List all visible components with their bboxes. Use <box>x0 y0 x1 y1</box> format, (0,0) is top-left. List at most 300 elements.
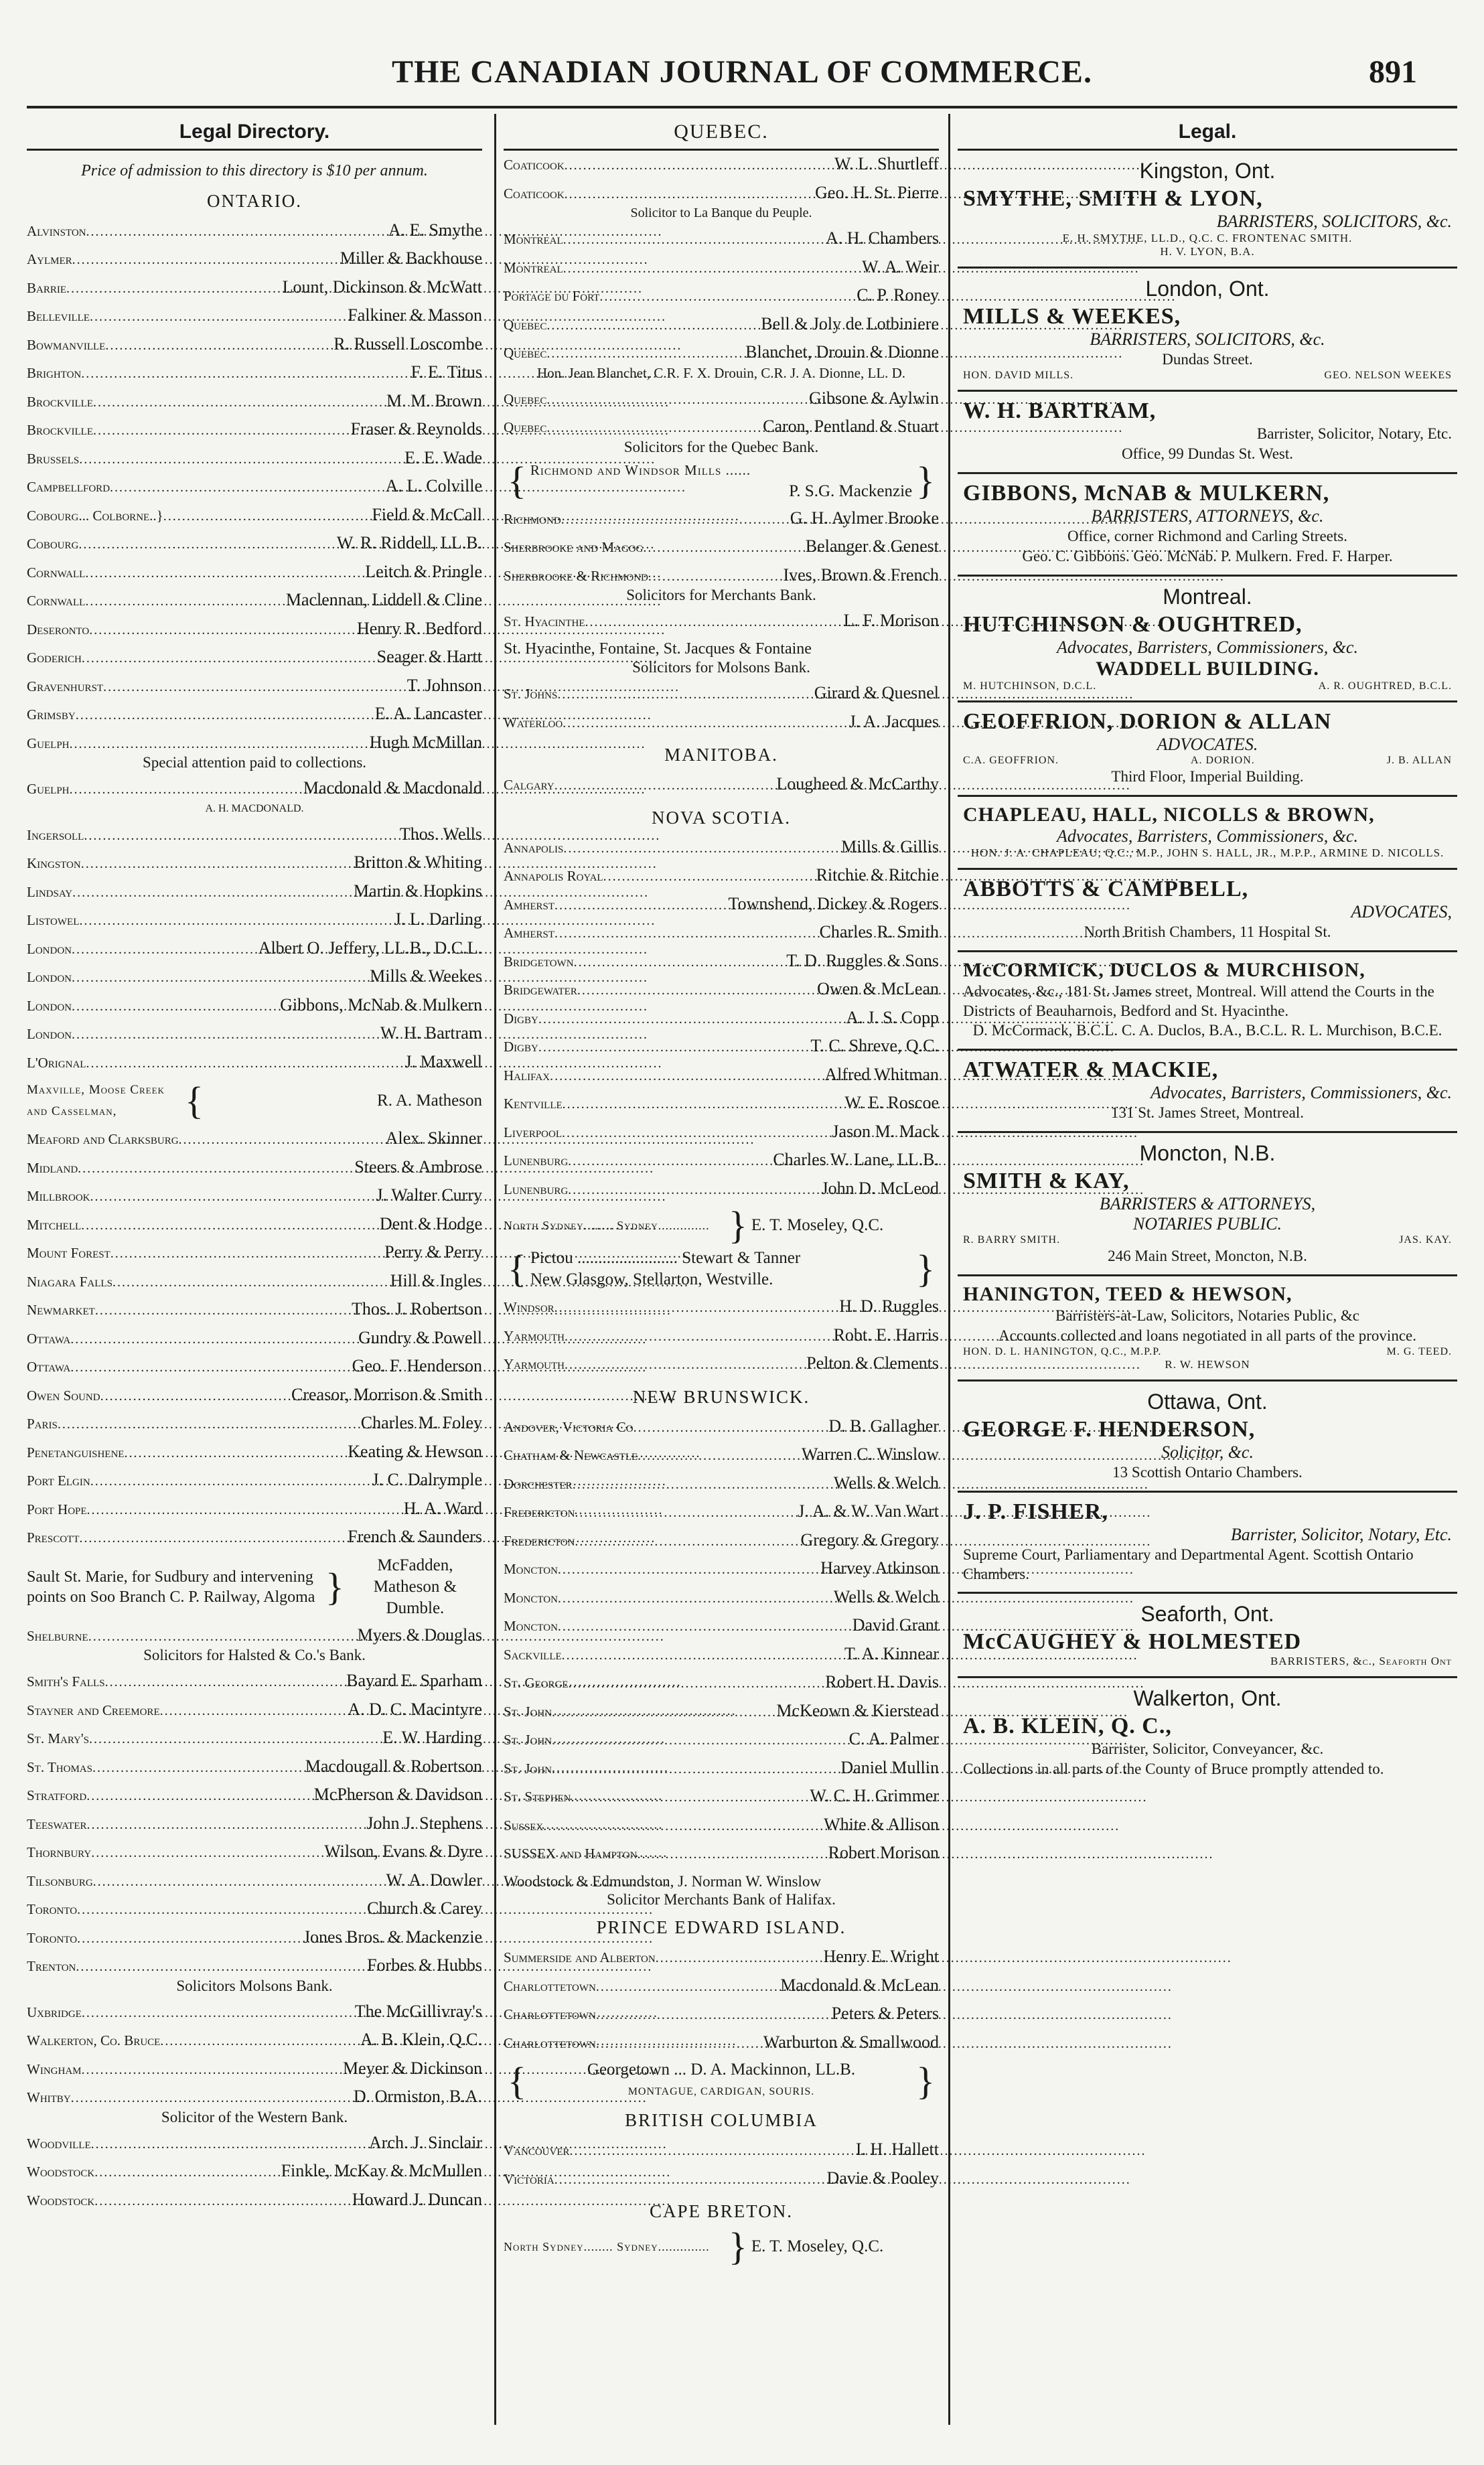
entry-firm: Fraser & Reynolds <box>350 419 482 439</box>
card-bartram <box>958 392 1457 474</box>
entry-town: Sherbrooke and Magog <box>504 539 644 555</box>
entry-town: St. John <box>504 1703 552 1720</box>
entry-town: Bridgewater <box>504 982 577 998</box>
entry-firm: F. E. Titus <box>411 362 482 382</box>
leader-dots <box>603 864 816 891</box>
leader-dots <box>552 1757 840 1783</box>
directory-entry <box>27 935 482 964</box>
leader-dots <box>552 1728 849 1754</box>
leader-dots <box>570 2138 856 2165</box>
firm-role: Barrister, Solicitor, Notary, Etc. <box>1230 1525 1452 1544</box>
directory-entry <box>504 1726 939 1754</box>
leader-dots <box>558 1586 834 1613</box>
entry-firm: Falkiner & Masson <box>348 305 482 325</box>
directory-entry <box>504 151 939 179</box>
entry-firm: White & Allison <box>824 1814 939 1834</box>
entry-town: Brussels <box>27 450 80 467</box>
leader-dots <box>546 387 809 414</box>
directory-entry <box>504 533 939 562</box>
leader-dots <box>160 2028 360 2055</box>
entry-town: Quebec <box>504 345 547 361</box>
directory-entry <box>27 445 482 473</box>
leader-dots <box>543 1813 824 1840</box>
firm-name: ABBOTTS & CAMPBELL, <box>963 877 1249 901</box>
leader-dots <box>77 1926 303 1953</box>
entry-firm: Bayard E. Sparham <box>346 1671 482 1691</box>
firm-address: Office, 99 Dundas St. West. <box>1121 445 1294 462</box>
leader-dots <box>85 589 286 615</box>
directory-note: Solicitor of the Western Bank. <box>161 2108 348 2125</box>
directory-entry <box>504 1470 939 1499</box>
entry-town: Cornwall <box>27 564 86 581</box>
entry-firm: Macdonald & McLean <box>780 1975 939 1995</box>
entry-firm: Harvey Atkinson <box>820 1558 939 1578</box>
directory-entry <box>27 2130 482 2158</box>
firm-members <box>963 680 1452 692</box>
directory-entry <box>504 1090 939 1118</box>
entry-firm: J. C. Dalrymple <box>372 1470 482 1490</box>
firm-address: 246 Main Street, Moncton, N.B. <box>1108 1248 1307 1264</box>
directory-entry <box>27 1410 482 1438</box>
directory-entry <box>27 963 482 992</box>
leader-dots <box>87 1497 404 1524</box>
entry-firm: Maclennan, Liddell & Cline <box>285 590 482 610</box>
directory-note: Hon. Jean Blanchet, C.R. F. X. Drouin, C.R. J. A. Dionne, LL. D. <box>536 364 906 381</box>
entry-firm: A. E. Smythe <box>388 220 482 240</box>
leader-dots <box>538 1006 846 1033</box>
entry-firm: McPherson & Davidson <box>313 1785 482 1805</box>
entry-firm: Belanger & Genest <box>805 536 939 556</box>
entry-firm: J. Maxwell <box>404 1051 482 1071</box>
entry-town: St. John <box>504 1760 552 1777</box>
entry-town: St. Mary's <box>27 1730 89 1747</box>
directory-entry <box>27 1724 482 1753</box>
directory-entry <box>504 1584 939 1613</box>
directory-entry <box>504 1811 939 1840</box>
leader-dots <box>124 1440 348 1467</box>
entry-firm: Robert Morison <box>828 1843 939 1862</box>
entry-firm: A. B. Klein, Q.C. <box>360 2030 482 2050</box>
manitoba-list <box>504 771 939 800</box>
leader-dots <box>85 561 365 587</box>
entry-firm: Robt. E. Harris <box>833 1325 939 1345</box>
entry-firm: W. R. Riddell, LL.B. <box>336 533 482 553</box>
entry-town: Deseronto <box>27 621 90 638</box>
member-name: A. DORION. <box>1191 755 1255 766</box>
entry-town: Walkerton, Co. Bruce <box>27 2032 161 2049</box>
entry-town: Halifax <box>504 1067 550 1084</box>
firm-name: J. P. FISHER, <box>963 1499 1108 1524</box>
entry-firm: Field & McCall <box>372 504 482 524</box>
directory-note: Solicitors for Merchants Bank. <box>626 587 816 603</box>
directory-entry <box>27 1049 482 1077</box>
entry-town: SUSSEX and Hampton <box>504 1846 638 1862</box>
entry-town: Millbrook <box>27 1188 90 1205</box>
entry-firm: Robert H. Davis <box>825 1672 939 1692</box>
directory-entry <box>27 1838 482 1867</box>
directory-entry <box>27 1239 482 1268</box>
entry-town: Thornbury <box>27 1844 92 1861</box>
directory-entry <box>27 849 482 878</box>
directory-entry <box>27 2055 482 2084</box>
entry-firm: Finkle, McKay & McMullen <box>281 2161 482 2181</box>
leader-dots <box>72 994 280 1021</box>
entry-firm: A. H. Chambers <box>826 228 939 248</box>
entry-firm: Geo. H. St. Pierre <box>815 182 939 202</box>
entry-town: Ottawa <box>27 1359 71 1375</box>
entry-firm: John J. Stephens <box>366 1813 482 1833</box>
card-abbotts <box>958 870 1457 952</box>
entry-town: St. John <box>504 1732 552 1748</box>
entry-town: Woodstock <box>27 2192 95 2209</box>
card-klein <box>958 1678 1457 1787</box>
leader-dots <box>91 2132 369 2158</box>
leader-dots <box>163 504 372 530</box>
firm-name: ATWATER & MACKIE, <box>963 1057 1219 1082</box>
entry-town: Yarmouth <box>504 1327 565 1344</box>
leader-dots <box>78 1156 354 1183</box>
directory-entry <box>27 672 482 701</box>
nova-scotia-list <box>504 834 939 1204</box>
entry-firm: W. H. Bartram <box>380 1023 482 1043</box>
ontario-list <box>27 2130 482 2215</box>
entry-firm: A. J. S. Copp <box>846 1007 939 1027</box>
directory-entry <box>504 2029 939 2058</box>
entry-town: Bowmanville <box>27 336 106 353</box>
leader-dots <box>557 682 814 708</box>
directory-entry: St. Hyacinthe, Fontaine, St. Jacques & Fontaine <box>504 640 812 658</box>
leader-dots <box>573 1472 834 1499</box>
entry-line: MONTAGUE, CARDIGAN, SOURIS. <box>627 2086 815 2097</box>
card-geoffrion <box>958 702 1457 797</box>
leader-dots <box>93 418 351 445</box>
card-hanington <box>958 1276 1457 1381</box>
leader-dots <box>84 823 400 850</box>
firm-role: ADVOCATES, <box>1351 902 1452 921</box>
section-ontario: ONTARIO. <box>206 190 303 211</box>
city-heading: London, Ont. <box>1145 277 1270 301</box>
entry-town: North Sydney........ Sydney.............. <box>504 2240 710 2253</box>
entry-firm: Wilson, Evans & Dyre <box>324 1842 482 1862</box>
entry-firm: E. E. Wade <box>404 447 482 467</box>
entry-firm: T. C. Shreve, Q.C. <box>810 1036 939 1055</box>
leader-dots <box>554 921 820 948</box>
leader-dots <box>81 851 354 878</box>
entry-town: Tilsonburg <box>27 1872 93 1889</box>
entry-town: Annapolis <box>504 839 564 856</box>
entry-line: New Glasgow, Stellarton, Westville. <box>530 1270 773 1288</box>
pei-list <box>504 1943 939 2057</box>
entry-town: Cobourg <box>27 536 79 552</box>
entry-firm: J. Walter Curry <box>376 1185 482 1205</box>
entry-firm: David Grant <box>852 1615 939 1635</box>
entry-town: Belleville <box>27 308 90 325</box>
brace-glyph: } <box>916 1247 935 1290</box>
leader-dots <box>554 1295 840 1322</box>
entry-firm: Lougheed & McCarthy <box>776 774 939 794</box>
entry-firm: Meyer & Dickinson <box>343 2058 482 2078</box>
directory-entry <box>27 530 482 558</box>
entry-firm: Alfred Whitman <box>824 1064 939 1084</box>
leader-dots <box>91 1840 324 1867</box>
entry-firm: Albert O. Jeffery, LL.B., D.C.L. <box>258 938 482 958</box>
member-name: JAS. KAY. <box>1399 1234 1452 1246</box>
entry-town: Newmarket <box>27 1302 95 1319</box>
leader-dots <box>89 617 357 644</box>
leader-dots <box>86 219 388 246</box>
entry-town: Sherbrooke & Richmond <box>504 567 648 584</box>
entry-town: Charlottetown <box>504 2006 596 2022</box>
directory-entry <box>27 1125 482 1154</box>
entry-town: Charlottetown <box>504 2034 596 2051</box>
directory-entry <box>504 1972 939 2001</box>
entry-firm: L. F. Morison <box>843 611 939 630</box>
leader-dots <box>569 1671 826 1698</box>
entry-firm: Thos. Wells <box>399 824 482 844</box>
leader-dots <box>571 1785 810 1811</box>
firm-members <box>963 370 1452 382</box>
entry-firm: Hill & Ingles <box>390 1270 482 1290</box>
entry-firm: W. E. Roscoe <box>844 1093 939 1112</box>
entry-town: Yarmouth <box>504 1356 565 1372</box>
brace-glyph: } <box>325 1564 344 1609</box>
leader-dots <box>563 836 841 863</box>
firm-role: BARRISTERS & ATTORNEYS, <box>1099 1194 1316 1213</box>
leader-dots <box>93 1869 386 1896</box>
directory-entry <box>504 282 939 311</box>
entry-firm: Wells & Welch <box>833 1586 939 1607</box>
entry-town: Montreal <box>504 231 563 247</box>
directory-entry <box>504 225 939 254</box>
leader-dots <box>565 1352 806 1379</box>
entry-town: Digby <box>504 1039 538 1055</box>
entry-town: Woodville <box>27 2135 91 2152</box>
entry-firm: W. A. Dowler <box>386 1870 482 1890</box>
firm-address: 131 St. James Street, Montreal. <box>1110 1104 1305 1121</box>
firm-details: Collections in all parts of the County of Bruce promptly attended to. <box>963 1761 1384 1777</box>
entry-firm: Creasor, Morrison & Smith <box>291 1384 482 1404</box>
leader-dots <box>596 2002 832 2029</box>
leader-dots <box>563 1092 845 1118</box>
leader-dots <box>79 1525 348 1552</box>
entry-firm: T. A. Kinnear <box>844 1643 939 1663</box>
leader-dots <box>87 1812 367 1839</box>
directory-entry <box>27 1895 482 1924</box>
entry-town: London <box>27 940 72 957</box>
directory-entry <box>27 1810 482 1839</box>
firm-members: Geo. C. Gibbons. Geo. McNab. P. Mulkern. Fred. F. Harper. <box>1022 548 1393 565</box>
leader-dots <box>637 1842 828 1868</box>
leader-dots <box>92 1755 305 1782</box>
directory-entry <box>504 2136 939 2165</box>
city-heading: Moncton, N.B. <box>1139 1141 1276 1165</box>
directory-note: Solicitors for Molsons Bank. <box>632 659 810 676</box>
entry-town: London <box>27 1026 72 1043</box>
firm-name: McCORMICK, DUCLOS & MURCHISON, <box>963 959 1365 981</box>
directory-entry <box>27 1353 482 1381</box>
directory-entry <box>504 1350 939 1379</box>
entry-town: Cobourg... Colborne..} <box>27 507 163 524</box>
leader-dots <box>552 1700 776 1726</box>
directory-entry <box>504 1146 939 1175</box>
entry-town: Andover, Victoria Co <box>504 1418 634 1435</box>
member-name: J. B. ALLAN <box>1386 755 1452 766</box>
entry-town: Gravenhurst <box>27 678 104 694</box>
firm-name: GEOFFRION, DORION & ALLAN <box>963 709 1332 734</box>
entry-town: Waterloo <box>504 714 563 731</box>
entry-firm: Caron, Pentland & Stuart <box>763 417 939 436</box>
entry-town: North Sydney........ Sydney.............. <box>504 1219 710 1232</box>
firm-role: BARRISTERS, ATTORNEYS, &c. <box>1091 506 1324 526</box>
leader-dots <box>78 532 336 558</box>
directory-entry <box>504 862 939 891</box>
directory-entry <box>27 274 482 303</box>
directory-entry <box>504 459 939 502</box>
entry-town: Wingham <box>27 2061 82 2077</box>
leader-dots <box>113 1270 390 1296</box>
brace-glyph: { <box>508 1247 526 1290</box>
directory-entry <box>504 505 939 534</box>
directory-entry <box>27 1867 482 1896</box>
entry-town: Bridgetown <box>504 953 574 970</box>
member-name: C.A. GEOFFRION. <box>963 755 1059 766</box>
entry-firm: D. B. Gallagher <box>828 1416 939 1436</box>
entry-town: Aylmer <box>27 251 72 268</box>
leader-dots <box>81 2057 343 2084</box>
entry-firm: W. A. Weir <box>862 256 939 277</box>
ontario-list <box>27 1125 482 1552</box>
directory-entry <box>27 2186 482 2215</box>
directory-entry <box>504 1175 939 1204</box>
directory-entry <box>27 1325 482 1353</box>
section-british-columbia: BRITISH COLUMBIA <box>625 2110 818 2130</box>
entry-firm: Blanchet, Drouin & Dionne <box>745 342 939 362</box>
firm-role: BARRISTERS, SOLICITORS, &c. <box>1090 329 1325 349</box>
city-heading: Seaforth, Ont. <box>1140 1602 1274 1626</box>
directory-entry <box>504 607 939 636</box>
entry-firm: Leitch & Pringle <box>365 561 482 581</box>
entry-firm: Gibbons, McNab & Mulkern <box>280 994 482 1015</box>
entry-town: Summerside and Alberton <box>504 1949 656 1965</box>
brace-glyph: } <box>729 1203 747 1247</box>
leader-dots <box>565 153 834 179</box>
entry-town: Paris <box>27 1416 58 1432</box>
firm-members: D. McCormack, B.C.L. C. A. Duclos, B.A., B.C.L. R. L. Murchison, B.C.E. <box>972 1022 1442 1039</box>
directory-entry <box>27 359 482 388</box>
entry-firm: Thos. J. Robertson <box>352 1299 482 1319</box>
firm-role: Barrister, Solicitor, Notary, Etc. <box>1256 425 1452 442</box>
entry-town: Goderich <box>27 650 82 666</box>
entry-firm: Arch. J. Sinclair <box>369 2132 482 2152</box>
firm-name: HUTCHINSON & OUGHTRED, <box>963 612 1303 637</box>
leader-dots <box>82 646 377 672</box>
entry-town: Dorchester <box>504 1475 573 1492</box>
leader-dots <box>103 674 407 701</box>
section-nova-scotia: NOVA SCOTIA. <box>651 807 792 828</box>
directory-entry <box>504 1248 939 1290</box>
leader-dots <box>90 1184 376 1211</box>
entry-town: Guelph <box>27 781 70 798</box>
entry-firm: Howard J. Duncan <box>352 2189 482 2209</box>
leader-dots <box>94 2160 281 2186</box>
leader-dots <box>585 609 844 636</box>
card-mccaughey <box>958 1594 1457 1678</box>
entry-firm: W. C. H. Grimmer <box>810 1786 939 1805</box>
leader-dots <box>575 1500 798 1527</box>
section-pei: PRINCE EDWARD ISLAND. <box>596 1917 846 1937</box>
firm-role: Advocates, Barristers, Commissioners, &c. <box>1057 826 1358 846</box>
directory-note: Solicitor to La Banque du Peuple. <box>630 206 812 220</box>
entry-firm: Davie & Pooley <box>826 2168 939 2188</box>
directory-entry <box>27 700 482 729</box>
leader-dots <box>100 1384 291 1410</box>
directory-entry <box>27 502 482 530</box>
directory-entry <box>504 948 939 976</box>
entry-firm: Mills & Gillis <box>841 836 939 856</box>
entry-firm: Alex. Skinner <box>385 1128 482 1148</box>
entry-town: Chatham & Newcastle <box>504 1447 638 1463</box>
entry-town: Victoria <box>504 2170 554 2187</box>
directory-entry <box>504 2227 939 2266</box>
entry-town: Ingersoll <box>27 826 84 843</box>
entry-firm: J. L. Darling <box>394 909 482 929</box>
entry-town: Port Elgin <box>27 1473 90 1489</box>
firm-details: Advocates, &c., 181 St. James street, Montreal. Will attend the Courts in the Districts of Beauharnois, Bedford and St. Hyacinthe. <box>963 983 1434 1019</box>
directory-entry <box>27 644 482 672</box>
member-name: M. HUTCHINSON, D.C.L. <box>963 680 1097 692</box>
firm-name: A. B. KLEIN, Q. C., <box>963 1714 1172 1738</box>
entry-firm: Warburton & Smallwood <box>763 2032 939 2052</box>
entry-firm: D. Ormiston, B.A. <box>353 2087 482 2107</box>
directory-note: A. H. MACDONALD. <box>205 802 304 814</box>
leader-dots <box>72 965 370 992</box>
leader-dots <box>575 1529 800 1556</box>
entry-town: Owen Sound <box>27 1387 100 1404</box>
firm-role: Barrister, Solicitor, Conveyancer, &c. <box>1091 1740 1324 1757</box>
leader-dots <box>81 361 411 388</box>
quebec-list <box>504 680 939 737</box>
entry-town: Vancouver <box>504 2142 570 2158</box>
leader-dots <box>563 227 826 254</box>
firm-role: BARRISTERS, &c., Seaforth Ont <box>1270 1655 1452 1667</box>
entry-town: Cornwall <box>27 593 86 609</box>
entry-firm: Ritchie & Ritchie <box>816 865 939 885</box>
directory-entry <box>27 1182 482 1211</box>
entry-firm: French & Saunders <box>348 1527 482 1547</box>
directory-entry <box>27 1381 482 1410</box>
entry-text <box>530 1248 912 1290</box>
directory-entry <box>27 1998 482 2027</box>
directory-entry <box>504 1783 939 1811</box>
entry-firm: Myers & Douglas <box>357 1625 482 1645</box>
entry-firm: E. T. Moseley, Q.C. <box>751 1216 884 1234</box>
bc-list <box>504 2136 939 2193</box>
entry-town: Guelph <box>27 735 70 751</box>
entry-town: St. Thomas <box>27 1759 92 1775</box>
page-header <box>27 54 1457 107</box>
brace-glyph: { <box>508 458 526 502</box>
firm-members: R. W. HEWSON <box>1165 1358 1250 1371</box>
ontario-list <box>27 1667 482 1981</box>
entry-town: Stratford <box>27 1787 87 1804</box>
entry-firm: C. P. Roney <box>857 285 939 305</box>
leader-dots <box>79 908 394 935</box>
legal-cards-column <box>958 114 1457 2425</box>
entry-town: Coaticook <box>504 157 565 173</box>
city-heading: Kingston, Ont. <box>1139 159 1276 183</box>
firm-role: Solicitor, &c. <box>1161 1442 1254 1462</box>
entry-town: Lunenburg <box>504 1152 569 1169</box>
